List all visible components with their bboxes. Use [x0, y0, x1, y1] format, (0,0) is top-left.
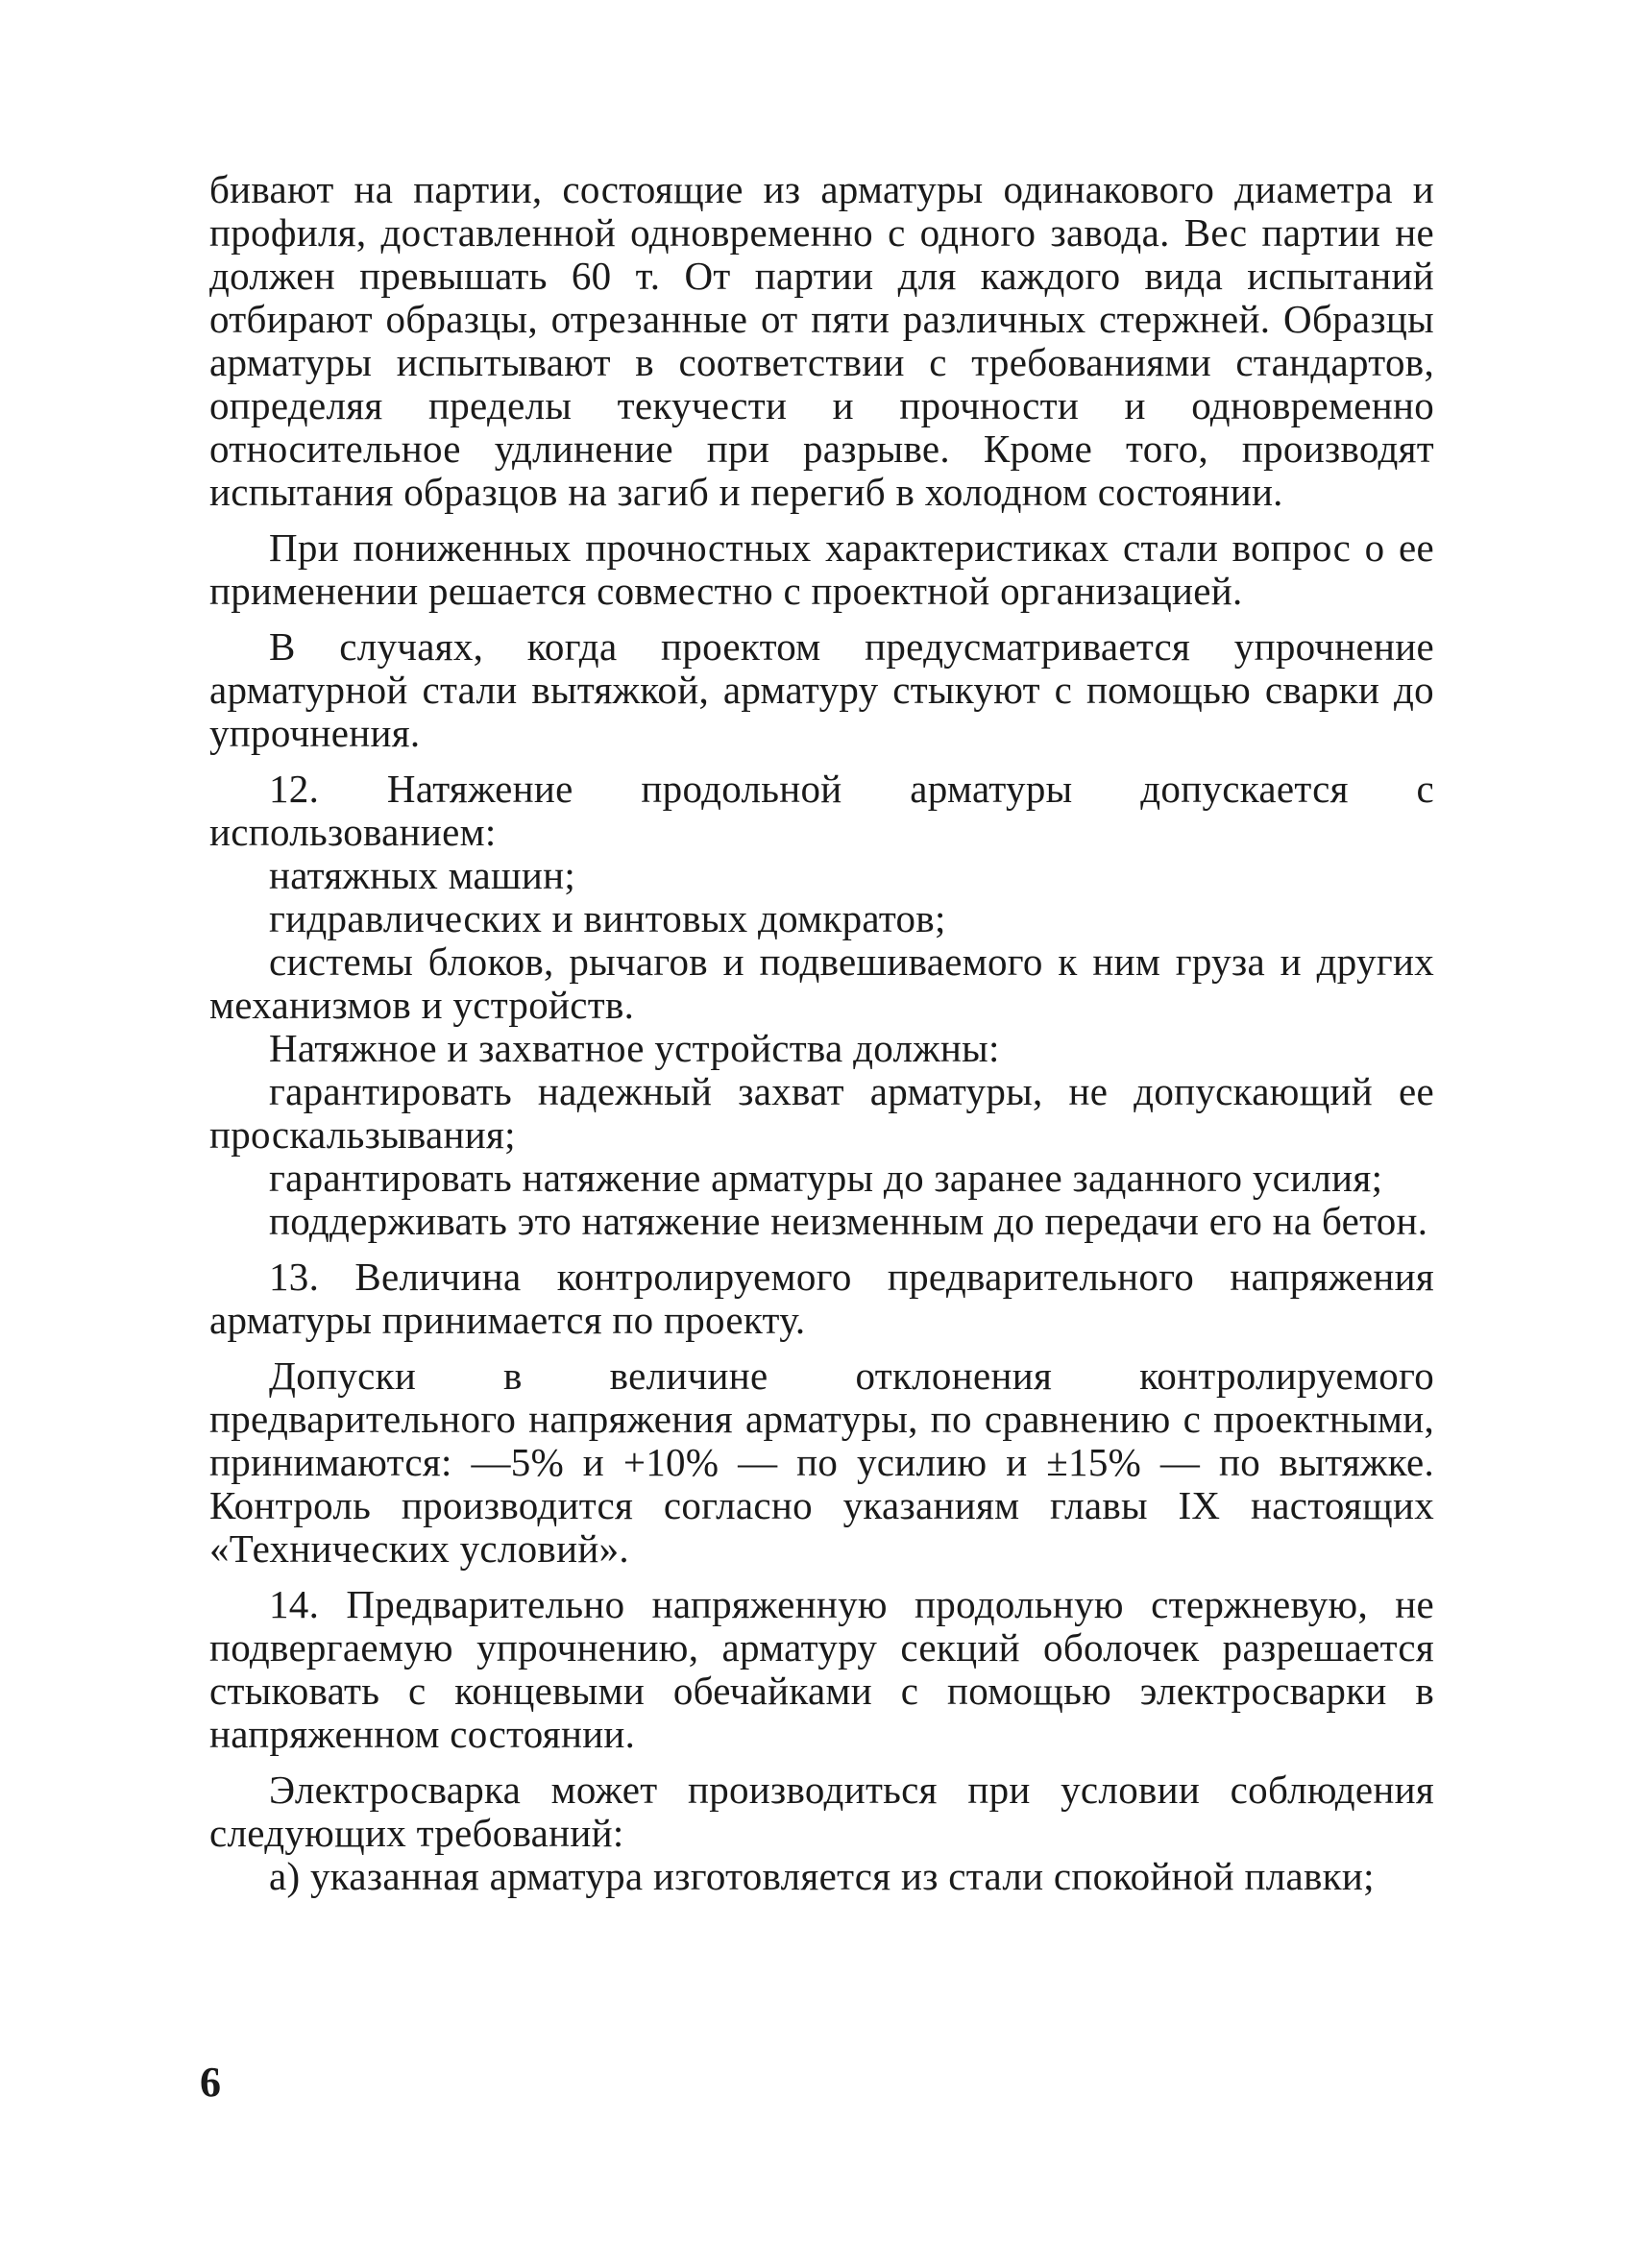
body-text — [209, 168, 1434, 1898]
page-number: 6 — [200, 2059, 221, 2106]
list-item: натяжных машин; — [269, 853, 576, 897]
list-item: гарантировать надежный захват арматуры, не допускающий ее проскальзывания; — [209, 1069, 1434, 1157]
paragraph: Электросварка может производиться при условии соблюдения следующих требований: — [209, 1768, 1434, 1855]
paragraph: При пониженных прочностных характеристиках стали вопрос о ее применении решается совместно с проектной организацией. — [209, 525, 1434, 613]
paragraph-continuation: бивают на партии, состоящие из арматуры одинакового диаметра и профиля, доставленной одновременно с одного завода. Вес партии не должен превышать 60 т. От партии для каждого вида испытаний отбирают образцы, отрезанные от пяти различных стержней. Образцы арматуры испытывают в соответствии с требованиями стандартов, определяя пределы текучести и прочности и одновременно относительное удлинение при разрыве. Кроме того, производят испытания образцов на загиб и перегиб в холодном состоянии. — [209, 167, 1434, 514]
paragraph: Натяжное и захватное устройства должны: — [269, 1026, 1000, 1070]
list-item: гидравлических и винтовых домкратов; — [269, 896, 946, 940]
paragraph: В случаях, когда проектом предусматривается упрочнение арматурной стали вытяжкой, арматуру стыкуют с помощью сварки до упрочнения. — [209, 624, 1434, 755]
list-item: гарантировать натяжение арматуры до заранее заданного усилия; — [269, 1156, 1383, 1200]
paragraph: Допуски в величине отклонения контролируемого предварительного напряжения арматуры, по сравнению с проектными, принимаются: —5% и +10% — по усилию и ±15% — по вытяжке. Контроль производится согласно указаниям главы IX настоящих «Технических условий». — [209, 1353, 1434, 1571]
list-item: системы блоков, рычагов и подвешиваемого к ним груза и других механизмов и устройств. — [209, 939, 1434, 1027]
clause-14: 14. Предварительно напряженную продольную стержневую, не подвергаемую упрочнению, арматуру секций оболочек разрешается стыковать с концевыми обечайками с помощью электросварки в напряженном состоянии. — [209, 1582, 1434, 1756]
list-item: а) указанная арматура изготовляется из стали спокойной плавки; — [269, 1854, 1375, 1898]
clause-12: 12. Натяжение продольной арматуры допускается с использованием: — [209, 767, 1434, 854]
clause-13: 13. Величина контролируемого предварительного напряжения арматуры принимается по проекту. — [209, 1255, 1434, 1342]
list-item: поддерживать это натяжение неизменным до передачи его на бетон. — [269, 1199, 1428, 1243]
